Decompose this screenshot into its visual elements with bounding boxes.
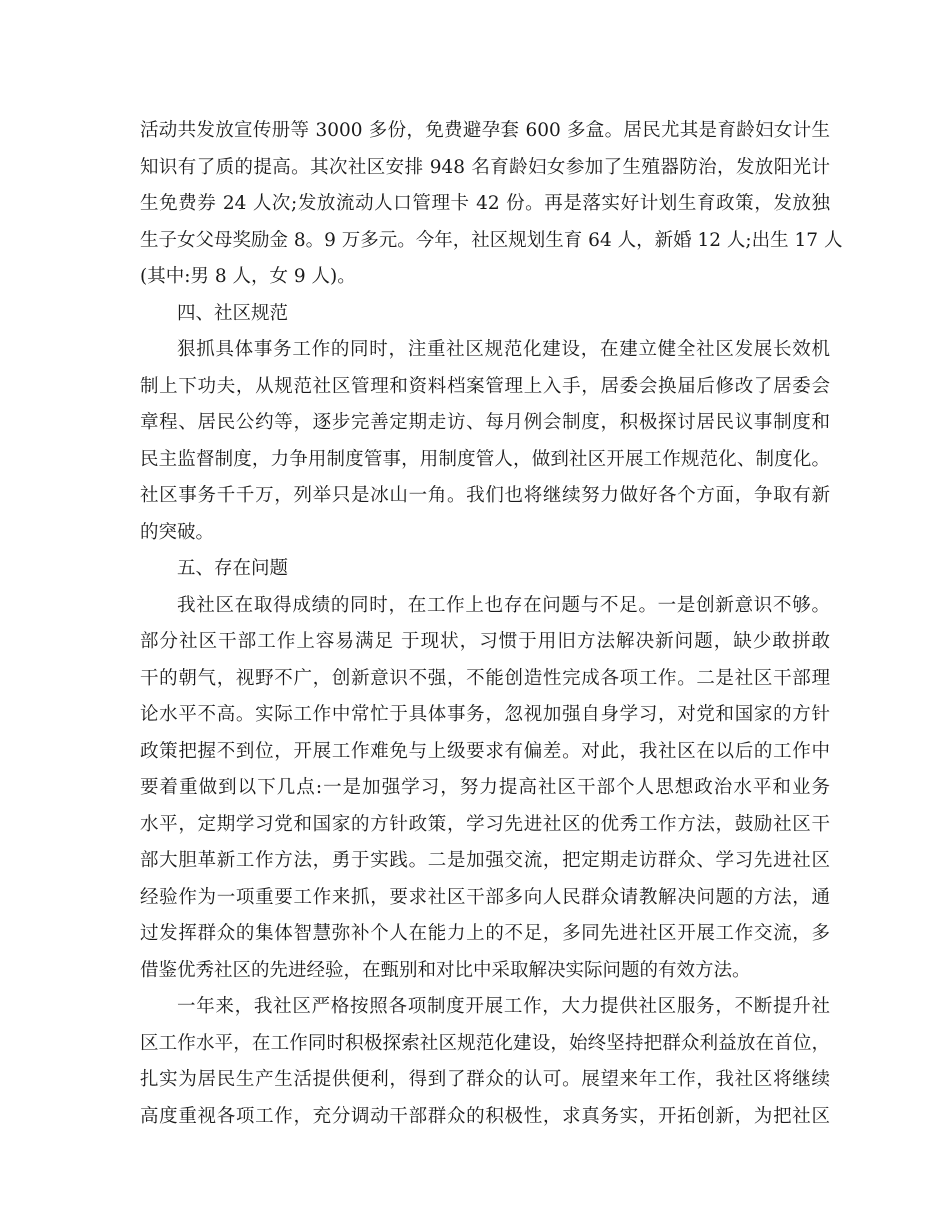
text-line: 借鉴优秀社区的先进经验，在甄别和对比中采取解决实际问题的有效方法。 [140,959,751,981]
text-line: 高度重视各项工作，充分调动干部群众的积极性，求真务实，开拓创新，为把社区 [140,1105,830,1127]
paragraph-summary-outlook [140,989,830,1135]
text-line: 生子女父母奖励金 8。9 万多元。今年，社区规划生育 64 人，新婚 12 人;出生 17 人 [140,229,843,251]
text-line: 水平，定期学习党和国家的方针政策，学习先进社区的优秀工作方法，鼓励社区干 [140,813,830,835]
paragraph-community-norms [140,332,830,551]
text-line: 狠抓具体事务工作的同时，注重社区规范化建设，在建立健全社区发展长效机 [177,339,830,360]
section-heading-5: 五、存在问题 [177,558,289,579]
text-line: 社区事务千千万，列举只是冰山一角。我们也将继续努力做好各个方面，争取有新 [140,485,830,506]
text-line: 我社区在取得成绩的同时，在工作上也存在问题与不足。一是创新意识不够。 [177,594,830,616]
text-line: (其中:男 8 人，女 9 人)。 [140,266,356,287]
text-line: 部分社区干部工作上容易满足 于现状，习惯于用旧方法解决新问题，缺少敢拼敢 [140,631,830,652]
paragraph-existing-problems [140,588,830,990]
text-line: 知识有了质的提高。其次社区安排 948 名育龄妇女参加了生殖器防治，发放阳光计 [140,156,830,178]
text-line: 的突破。 [140,521,215,543]
text-line: 过发挥群众的集体智慧弥补个人在能力上的不足，多同先进社区开展工作交流，多 [140,923,830,944]
document-body [140,113,843,1135]
section-heading-4: 四、社区规范 [177,302,289,324]
text-line: 章程、居民公约等，逐步完善定期走访、每月例会制度，积极探讨居民议事制度和 [140,412,830,433]
text-line: 政策把握不到位，开展工作难免与上级要求有偏差。对此，我社区在以后的工作中 [140,740,830,762]
text-line: 区工作水平，在工作同时积极探索社区规范化建设，始终坚持把群众利益放在首位， [140,1032,830,1054]
text-line: 制上下功夫，从规范社区管理和资料档案管理上入手，居委会换届后修改了居委会 [140,375,830,397]
text-line: 论水平不高。实际工作中常忙于具体事务，忽视加强自身学习，对党和国家的方针 [140,704,830,725]
paragraph-family-planning [140,113,843,296]
text-line: 一年来，我社区严格按照各项制度开展工作，大力提供社区服务，不断提升社 [177,996,830,1017]
text-line: 要着重做到以下几点:一是加强学习，努力提高社区干部个人思想政治水平和业务 [140,777,830,798]
text-line: 民主监督制度，力争用制度管事，用制度管人，做到社区开展工作规范化、制度化。 [140,448,830,470]
text-line: 活动共发放宣传册等 3000 多份，免费避孕套 600 多盒。居民尤其是育龄妇女计生 [140,120,830,141]
text-line: 部大胆革新工作方法，勇于实践。二是加强交流，把定期走访群众、学习先进社区 [140,850,830,871]
text-line: 经验作为一项重要工作来抓，要求社区干部多向人民群众请教解决问题的方法，通 [140,886,830,908]
text-line: 生免费券 24 人次;发放流动人口管理卡 42 份。再是落实好计划生育政策，发放独 [140,193,830,214]
text-line: 干的朝气，视野不广，创新意识不强，不能创造性完成各项工作。二是社区干部理 [140,667,830,689]
text-line: 扎实为居民生产生活提供便利，得到了群众的认可。展望来年工作，我社区将继续 [140,1069,830,1090]
